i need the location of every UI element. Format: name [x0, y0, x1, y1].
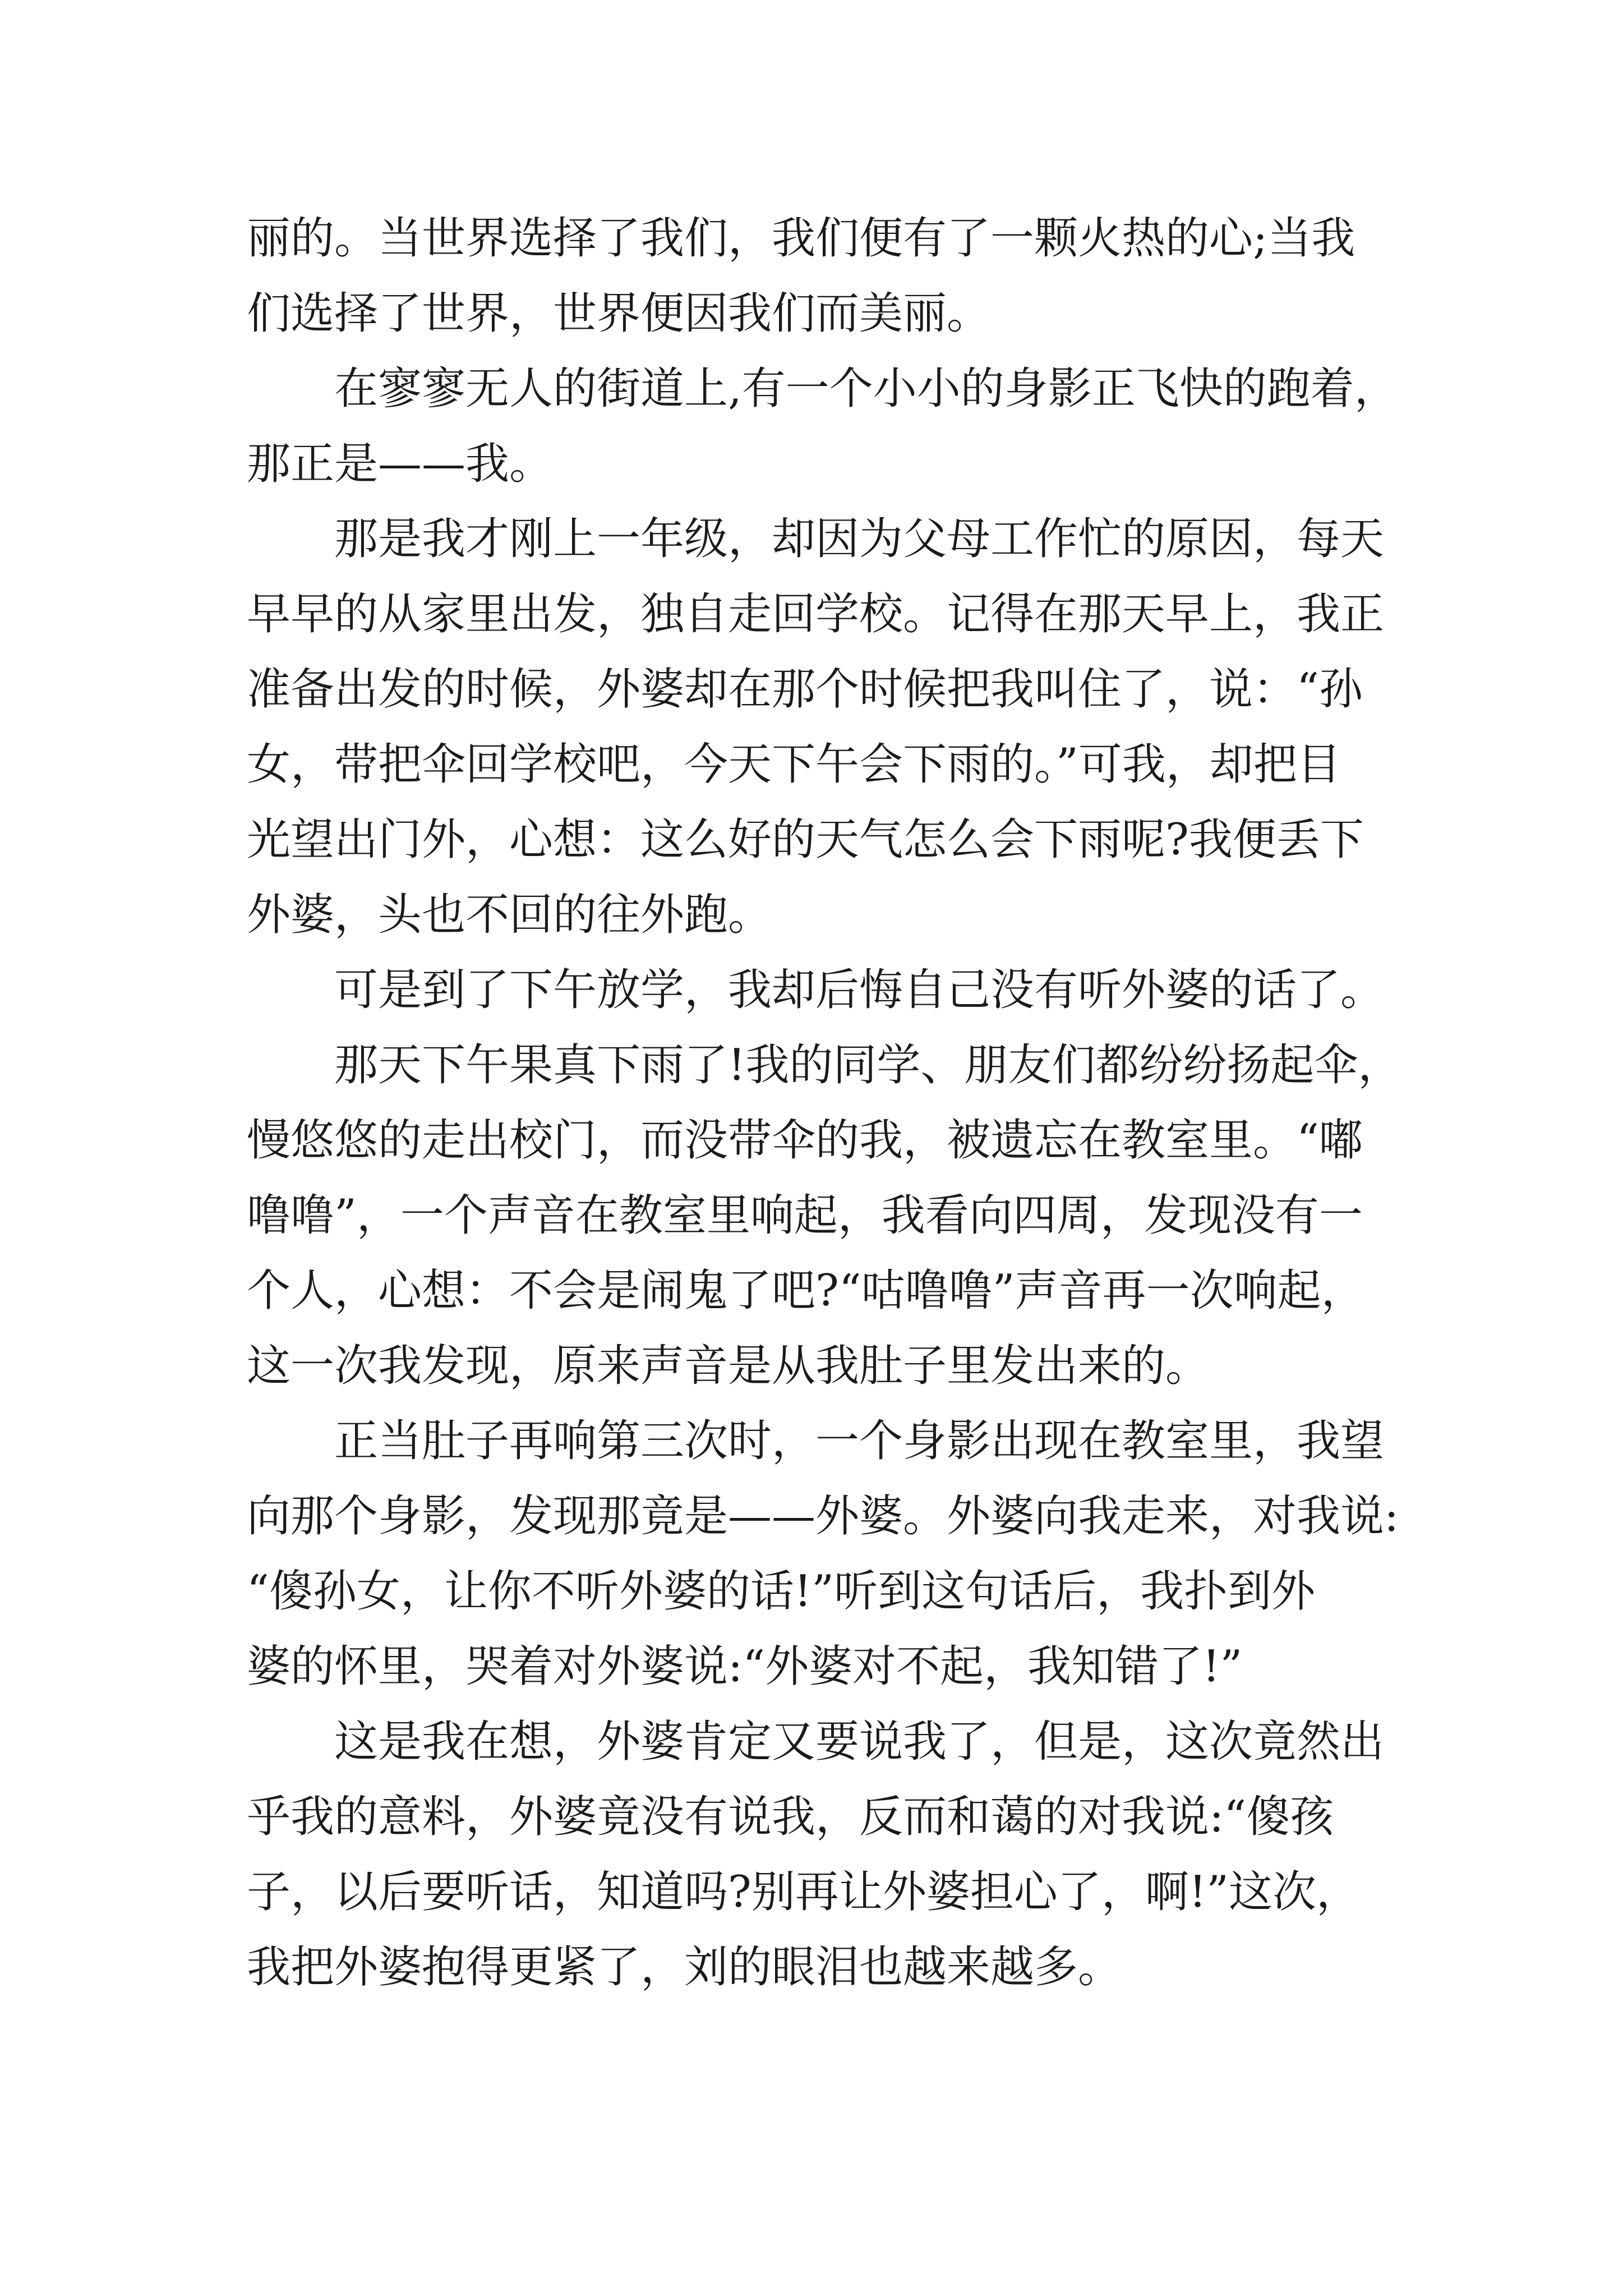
text-line: 光望出门外，心想：这么好的天气怎么会下雨呢?我便丢下: [247, 815, 1364, 865]
text-line: 个人，心想：不会是闹鬼了吧?“咕噜噜”声音再一次响起，: [247, 1266, 1365, 1316]
text-line: 婆的怀里，哭着对外婆说:“外婆对不起，我知错了!”: [247, 1641, 1243, 1692]
text-line: 那正是——我。: [247, 439, 554, 489]
text-line: 乎我的意料，外婆竟没有说我，反而和蔼的对我说:“傻孩: [247, 1792, 1334, 1842]
paragraph-start-line: 可是到了下午放学，我却后悔自己没有听外婆的话了。: [334, 965, 1385, 1015]
text-line: 我把外婆抱得更紧了，刘的眼泪也越来越多。: [247, 1942, 1122, 1993]
text-line: 准备出发的时候，外婆却在那个时候把我叫住了，说：“孙: [247, 664, 1363, 715]
text-line: 早早的从家里出发，独自走回学校。记得在那天早上，我正: [247, 589, 1385, 639]
text-line: 外婆，头也不回的往外跑。: [247, 890, 772, 940]
text-line: 丽的。当世界选择了我们，我们便有了一颗火热的心;当我: [247, 213, 1355, 264]
paragraph-start-line: 那天下午果真下雨了!我的同学、朋友们都纷纷扬起伞，: [334, 1040, 1402, 1091]
text-line: 慢悠悠的走出校门，而没带伞的我，被遗忘在教室里。“嘟: [247, 1115, 1363, 1166]
text-line: 们选择了世界，世界便因我们而美丽。: [247, 288, 991, 339]
text-line: 噜噜”，一个声音在教室里响起，我看向四周，发现没有一: [247, 1190, 1363, 1241]
text-line: 女，带把伞回学校吧，今天下午会下雨的。”可我，却把目: [247, 739, 1341, 790]
paragraph-start-line: 这是我在想，外婆肯定又要说我了，但是，这次竟然出: [334, 1717, 1385, 1767]
paragraph-start-line: 正当肚子再响第三次时，一个身影出现在教室里，我望: [334, 1416, 1385, 1466]
text-line: 向那个身影，发现那竟是——外婆。外婆向我走来，对我说:: [247, 1491, 1399, 1542]
text-line: 子，以后要听话，知道吗?别再让外婆担心了，啊!”这次，: [247, 1867, 1361, 1917]
text-line: 这一次我发现，原来声音是从我肚子里发出来的。: [247, 1341, 1210, 1391]
paragraph-start-line: 在寥寥无人的街道上,有一个小小的身影正飞快的跑着，: [334, 364, 1398, 414]
text-line: “傻孙女，让你不听外婆的话!”听到这句话后，我扑到外: [247, 1566, 1316, 1617]
paragraph-start-line: 那是我才刚上一年级，却因为父母工作忙的原因，每天: [334, 514, 1385, 564]
essay-text: [247, 201, 1424, 2005]
